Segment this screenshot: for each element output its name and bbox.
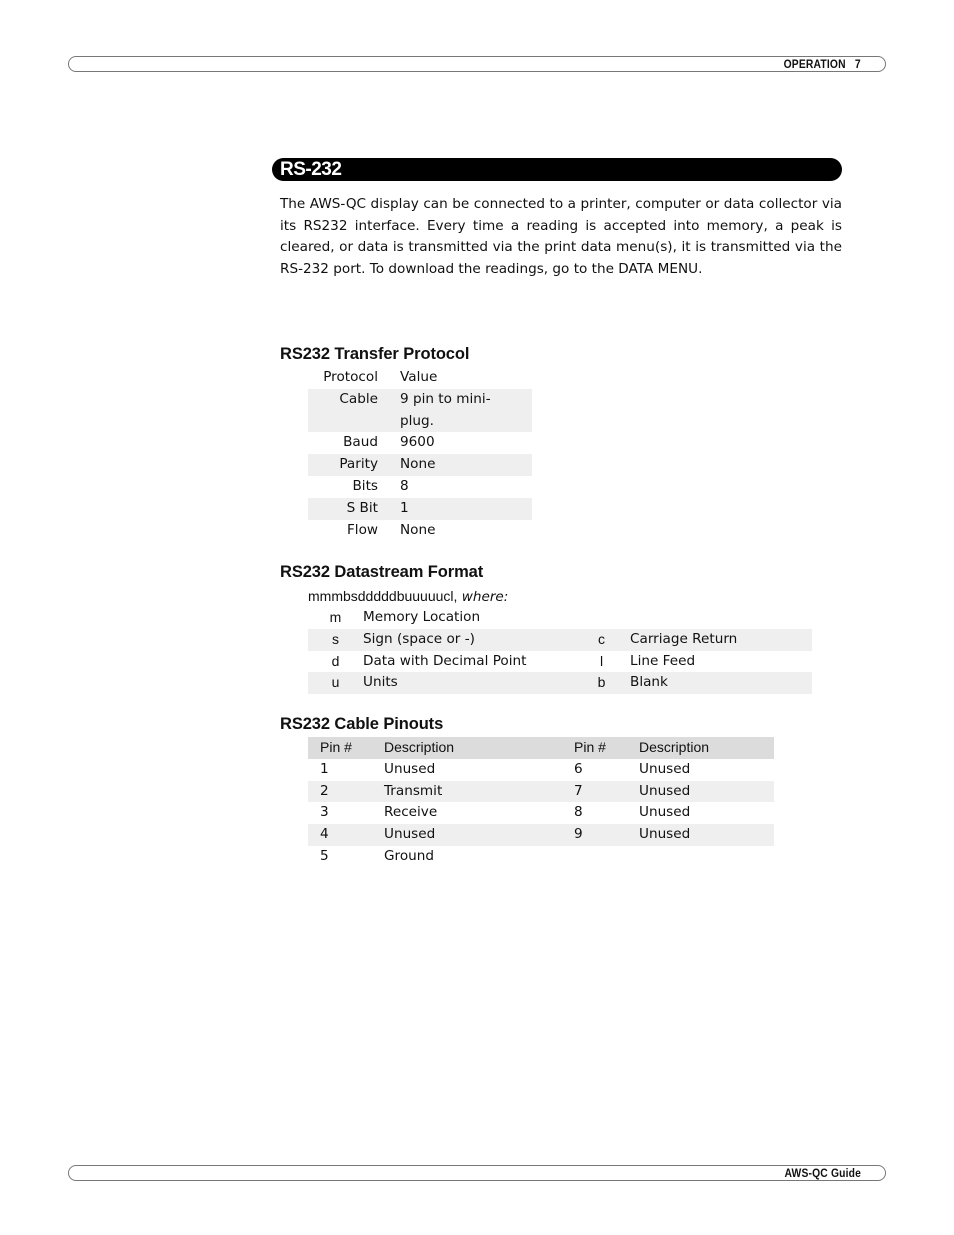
legend-description (630, 607, 812, 629)
legend-description: Units (363, 672, 573, 694)
pin-number: 1 (320, 760, 329, 777)
table-row (308, 454, 532, 476)
table-row (308, 672, 812, 694)
legend-description: Line Feed (630, 652, 696, 669)
header-page-number: 7 (855, 57, 861, 71)
legend-description: Sign (space or -) (363, 629, 573, 651)
datastream-legend-table (308, 607, 812, 694)
datastream-format-line (308, 585, 508, 608)
pin-number: 8 (574, 804, 583, 821)
protocol-key: Cable (308, 389, 400, 433)
section-title: RS-232 (280, 159, 342, 180)
pin-number: 5 (320, 847, 329, 864)
table-row (308, 476, 532, 498)
pin-description: Unused (384, 760, 436, 777)
datastream-where: where: (461, 589, 509, 605)
pin-description: Unused (639, 824, 774, 846)
table-row (308, 651, 812, 673)
header-section: OPERATION (783, 57, 846, 71)
table-row (308, 824, 774, 846)
cable-pinouts-heading: RS232 Cable Pinouts (280, 715, 444, 733)
header-text (784, 57, 861, 72)
footer-bar (68, 1165, 886, 1181)
table-header-row (308, 367, 532, 389)
pin-number: 6 (574, 760, 583, 777)
pin-description: Unused (639, 781, 774, 803)
cable-pinouts-table (308, 737, 774, 868)
legend-description: Data with Decimal Point (363, 652, 527, 669)
pin-description: Receive (384, 804, 438, 821)
legend-symbol: m (329, 609, 342, 625)
column-header-value: Value (400, 369, 438, 385)
column-header-description: Description (384, 737, 574, 759)
column-header-pin: Pin # (574, 737, 639, 759)
pin-number: 4 (308, 824, 384, 846)
column-header-protocol: Protocol (323, 369, 378, 385)
datastream-format-heading: RS232 Datastream Format (280, 563, 484, 581)
legend-symbol: c (573, 629, 630, 651)
protocol-key: Bits (352, 477, 378, 494)
pin-description: Unused (639, 804, 691, 821)
protocol-value: 9 pin to mini-plug. (400, 389, 532, 433)
pin-number (574, 846, 639, 868)
legend-description: Memory Location (363, 609, 481, 625)
legend-description: Carriage Return (630, 629, 812, 651)
legend-symbol: l (599, 652, 604, 669)
protocol-value: None (400, 521, 436, 538)
protocol-key: Parity (308, 454, 400, 476)
section-title-bar (272, 158, 842, 181)
table-row (308, 759, 774, 781)
transfer-protocol-heading: RS232 Transfer Protocol (280, 345, 470, 363)
pin-number: 2 (308, 781, 384, 803)
table-row (308, 389, 532, 433)
pin-description: Unused (384, 824, 574, 846)
transfer-protocol-table (308, 367, 532, 541)
pin-number: 7 (574, 781, 639, 803)
legend-symbol: d (331, 652, 340, 669)
table-row (308, 781, 774, 803)
legend-symbol: u (308, 672, 363, 694)
table-row (308, 846, 774, 868)
footer-guide-title: AWS-QC Guide (784, 1166, 861, 1180)
protocol-key: Baud (343, 434, 378, 451)
column-header-pin: Pin # (308, 737, 384, 759)
table-row (308, 629, 812, 651)
table-row (308, 607, 812, 629)
legend-symbol: b (573, 672, 630, 694)
legend-description: Blank (630, 672, 812, 694)
header-bar (68, 56, 886, 72)
protocol-key: Flow (346, 521, 378, 538)
table-row (308, 802, 774, 824)
intro-paragraph: The AWS-QC display can be connected to a printer, computer or data collector via its RS232 interface. Every time a reading is accepted into memory, a peak is cleared, or data is transmitted via the print data menu(s), it is transmitted via the RS-232 port. To download the readings, go to the DATA MENU. (280, 196, 842, 278)
pin-number: 9 (574, 824, 639, 846)
protocol-value: 1 (400, 498, 532, 520)
protocol-value: None (400, 454, 532, 476)
pin-description (639, 846, 774, 868)
table-row (308, 520, 532, 542)
pin-number: 3 (320, 804, 329, 821)
legend-symbol (573, 607, 630, 629)
datastream-format-code: mmmbsdddddbuuuuucl, (308, 588, 458, 604)
pin-description: Ground (384, 847, 435, 864)
column-header-description: Description (639, 737, 774, 759)
protocol-value: 9600 (400, 434, 435, 451)
protocol-key: S Bit (308, 498, 400, 520)
pin-description: Transmit (384, 781, 574, 803)
protocol-value: 8 (400, 477, 409, 494)
pin-description: Unused (639, 760, 691, 777)
table-row (308, 432, 532, 454)
table-header-row (308, 737, 774, 759)
legend-symbol: s (308, 629, 363, 651)
table-row (308, 498, 532, 520)
